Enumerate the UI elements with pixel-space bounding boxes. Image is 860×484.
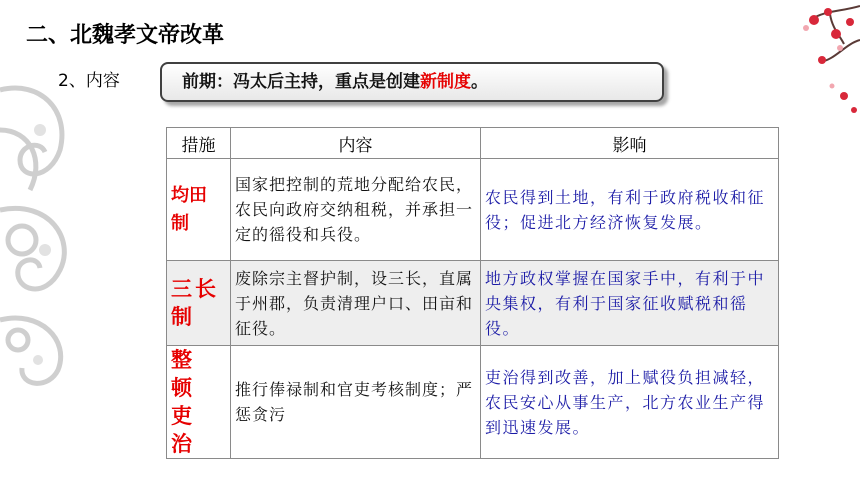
header-measure: 措施 [167,128,231,159]
measure-line: 均田 [171,184,207,206]
table-row [167,261,779,346]
measure-line: 制 [171,212,189,234]
content-cell: 推行俸禄制和官吏考核制度；严惩贪污 [231,346,481,459]
impact-cell: 农民得到土地，有利于政府税收和征役；促进北方经济恢复发展。 [481,159,779,261]
header-content: 内容 [231,128,481,159]
measure-line: 整 顿 [171,348,195,400]
measure-cell [167,261,231,346]
content-cell: 国家把控制的荒地分配给农民，农民向政府交纳租税，并承担一定的徭役和兵役。 [231,159,481,261]
cloud-ornament-icon [0,70,80,390]
table-row [167,346,779,459]
measure-line: 三长 [171,277,219,301]
summary-callout [160,62,664,102]
impact-cell: 吏治得到改善，加上赋役负担减轻，农民安心从事生产，北方农业生产得到迅速发展。 [481,346,779,459]
header-impact: 影响 [481,128,779,159]
plum-blossom-icon [770,0,860,120]
reform-table [166,127,779,459]
content-cell: 废除宗主督护制，设三长，直属于州郡，负责清理户口、田亩和征役。 [231,261,481,346]
callout-suffix: 。 [471,72,488,92]
page-title: 二、北魏孝文帝改革 [26,23,225,48]
measure-line: 制 [171,305,195,329]
measure-cell [167,346,231,459]
table-row [167,159,779,261]
measure-cell [167,159,231,261]
table-header-row [167,128,779,159]
section-subtitle: 2、内容 [58,71,120,91]
measure-line: 吏 治 [171,404,195,456]
impact-cell: 地方政权掌握在国家手中，有利于中央集权，有利于国家征收赋税和徭役。 [481,261,779,346]
callout-accent: 新制度 [420,72,471,92]
callout-prefix: 前期：冯太后主持，重点是创建 [182,72,420,92]
